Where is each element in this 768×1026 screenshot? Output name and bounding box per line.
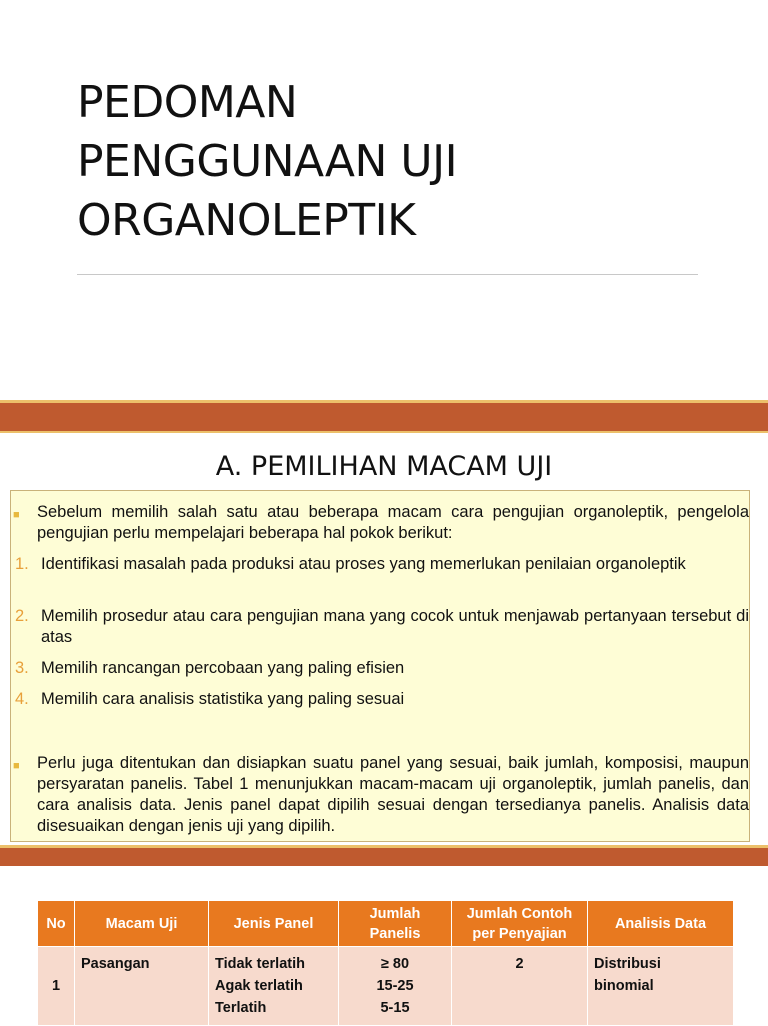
panel-type: Agak terlatih [215, 978, 303, 994]
cell-jumlah-panelis [339, 947, 452, 1026]
step-text: Identifikasi masalah pada produksi atau proses yang memerlukan penilaian organoleptik [41, 555, 686, 573]
title-line-2: PENGGUNAAN UJI [77, 136, 458, 187]
column-header-jenis-panel: Jenis Panel [209, 901, 339, 947]
panelist-count: 15-25 [376, 978, 414, 994]
intro-paragraph [13, 502, 749, 544]
analysis-text: Distribusi [594, 956, 661, 972]
section-title: A. PEMILIHAN MACAM UJI [215, 451, 553, 482]
organoleptic-test-table [37, 900, 734, 1026]
column-header-jumlah-panelis: Jumlah Panelis [339, 901, 452, 947]
panelist-count: ≥ 80 [380, 956, 410, 972]
slide-separator-band [0, 403, 768, 431]
note-paragraph [13, 753, 749, 837]
cell-macam-uji: Pasangan [75, 947, 209, 1026]
title-divider [77, 274, 698, 275]
step-text: Memilih cara analisis statistika yang paling sesuai [41, 690, 405, 708]
step-number: 3. [15, 659, 29, 677]
column-header-jumlah-contoh: Jumlah Contoh per Penyajian [452, 901, 588, 947]
list-item [15, 658, 749, 679]
step-text: Memilih prosedur atau cara pengujian mana yang cocok untuk menjawab pertanyaan tersebut di atas [41, 607, 749, 646]
list-item [15, 606, 749, 648]
title-line-3: ORGANOLEPTIK [77, 195, 416, 246]
slide-separator-band [0, 848, 768, 866]
cell-jumlah-contoh: 2 [452, 947, 588, 1026]
panel-type: Tidak terlatih [215, 956, 305, 972]
step-text: Memilih rancangan percobaan yang paling efisien [41, 659, 405, 677]
cell-jenis-panel [209, 947, 339, 1026]
analysis-text: binomial [594, 978, 654, 994]
step-number: 4. [15, 690, 29, 708]
table-header-row [38, 901, 734, 947]
note-text: Perlu juga ditentukan dan disiapkan suatu panel yang sesuai, baik jumlah, komposisi, maupun persyaratan panelis. Tabel 1 menunjukkan macam-macam uji organoleptik, jumlah panelis, dan cara analisis data. Jenis panel dapat dipilih sesuai dengan tersedianya panelis. Analisis data disesuaikan dengan jenis uji yang dipilih. [37, 754, 749, 835]
content-slide [0, 433, 768, 1024]
column-header-analisis-data: Analisis Data [588, 901, 734, 947]
title-slide [0, 0, 768, 402]
table-row [38, 947, 734, 1026]
intro-text: Sebelum memilih salah satu atau beberapa macam cara pengujian organoleptik, pengelola pengujian perlu mempelajari beberapa hal pokok berikut: [37, 503, 749, 542]
square-bullet-icon: ■ [13, 509, 20, 521]
panelist-count: 5-15 [380, 1000, 410, 1016]
column-header-macam-uji: Macam Uji [75, 901, 209, 947]
cell-no: 1 [38, 947, 75, 1026]
title-line-1: PEDOMAN [77, 77, 298, 128]
step-number: 1. [15, 555, 29, 573]
cell-analisis-data [588, 947, 734, 1026]
content-box [10, 490, 750, 842]
panel-type: Terlatih [215, 1000, 267, 1016]
square-bullet-icon: ■ [13, 760, 20, 772]
column-header-no: No [38, 901, 75, 947]
slide-title [77, 73, 717, 250]
list-item [15, 689, 749, 710]
step-number: 2. [15, 607, 29, 625]
list-item [15, 554, 749, 575]
